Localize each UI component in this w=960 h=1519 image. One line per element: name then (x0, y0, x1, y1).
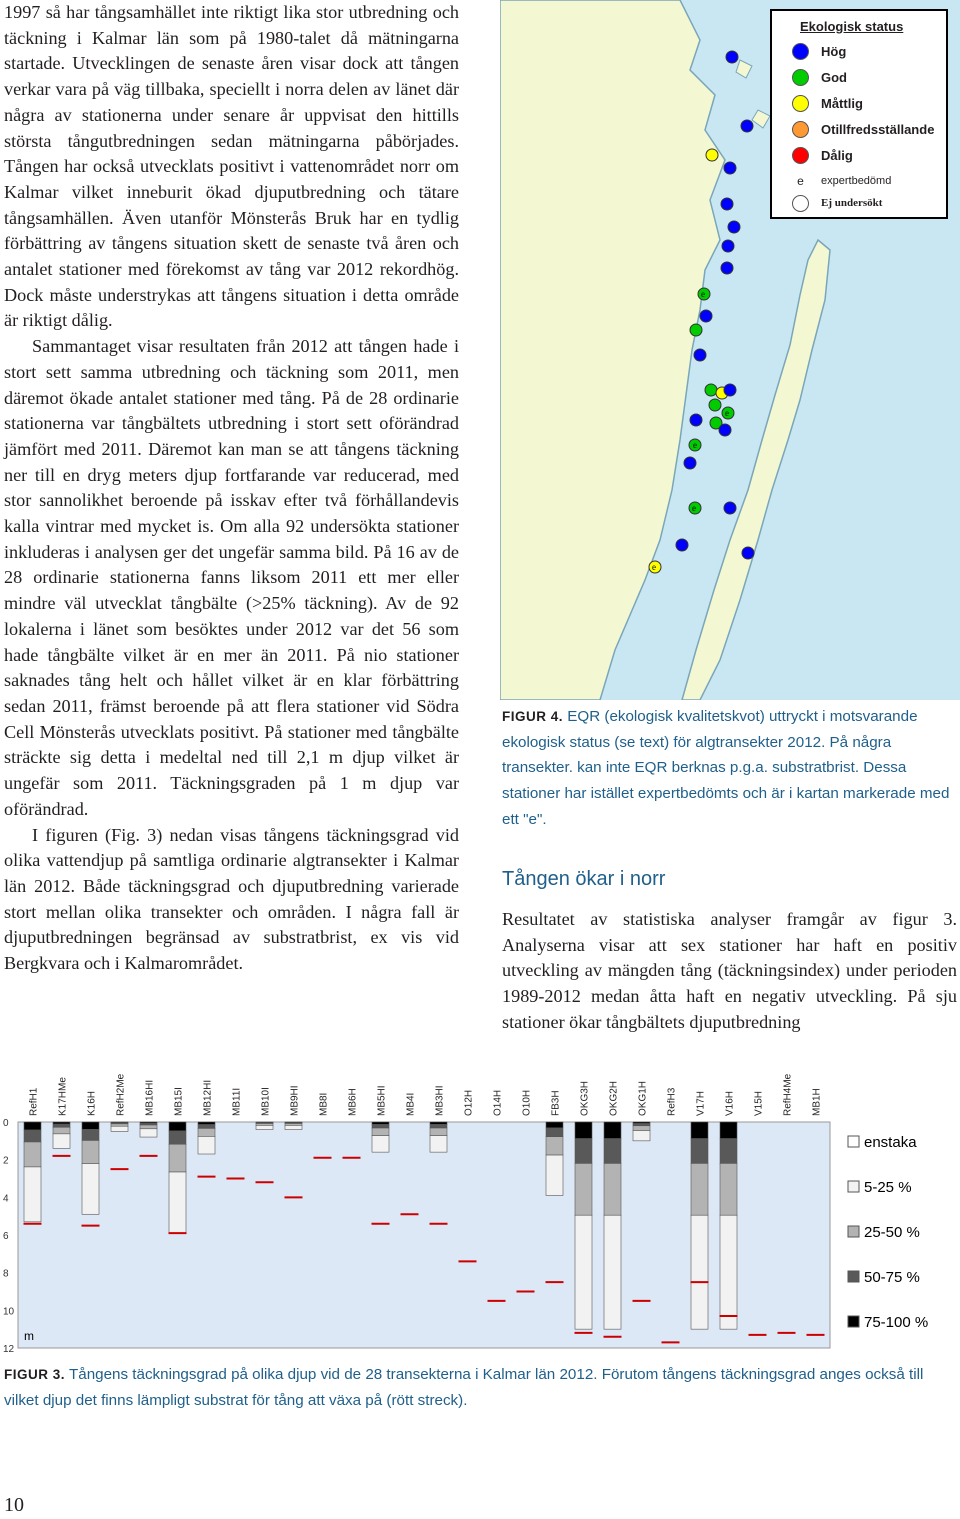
coverage-bar-segment (140, 1129, 157, 1137)
station-label: MB3HI (434, 1085, 446, 1116)
orange-dot-icon (792, 121, 809, 138)
station-label: MB15I (173, 1087, 185, 1116)
coverage-bar-segment (169, 1172, 186, 1233)
coverage-bar-segment (53, 1122, 70, 1124)
coverage-bar-segment (575, 1215, 592, 1329)
coverage-bar-segment (546, 1122, 563, 1128)
coverage-bar-segment (575, 1122, 592, 1139)
legend-swatch (848, 1316, 859, 1327)
coverage-bar-segment (24, 1130, 41, 1142)
station-label: MB5HI (376, 1085, 388, 1116)
y-tick-label: 4 (3, 1193, 9, 1205)
coverage-bar-segment (140, 1125, 157, 1129)
figure-4-label: FIGUR 4. (502, 709, 564, 724)
svg-text:e: e (652, 562, 656, 572)
paragraph-2: Sammantaget visar resultaten från 2012 att tången hade i stort sett samma utbredning och täckning som 2011, men däremot ökade antalet stationer med tång. På de 28 ordinarie stationerna var tångbältets utbredning i stort sett oförändrad jämfört med 2011. Däremot kan man se att tångens täckning ner till en dryg meters djup fortfarande var reducerad, med stor sannolikhet beroende på isskav efter två förhållandevis kalla vintrar med mycket is. Om alla 92 undersökta stationer inkluderas i analysen ger det ungefär samma bild. På 16 av de 28 ordinarie stationerna fanns liksom 2011 ett mer eller mindre väl utvecklat tångbälte (>25% täckning). Av de 92 lokalerna i länet som besöktes under 2012 var det 56 som hade tångbälte vilket är en mer än 2011. På nio stationer saknades tång helt och hållet vilket är en klar förbättring sedan 2011, främst beroende på att flera stationer vid Södra Cell Mönsterås utvecklats positivt. På stationer med tångbälte sträckte sig detta i medeltal ned till 2,1 m djup vilket är ungefär som 2011. Täckningsgraden på 1 m djup var oförändrad. (4, 336, 459, 819)
coverage-bar-segment (575, 1139, 592, 1164)
coverage-bar-segment (691, 1163, 708, 1215)
legend-swatch (848, 1181, 859, 1192)
coverage-bar-segment (633, 1126, 650, 1131)
legend-title: Ekologisk status (800, 19, 904, 34)
coverage-bar-segment (430, 1136, 447, 1153)
coverage-bar-segment (53, 1124, 70, 1127)
coverage-bar-segment (691, 1215, 708, 1329)
coverage-bar-segment (604, 1215, 621, 1329)
station-label: OKG2H (608, 1080, 620, 1116)
figure-4-text: EQR (ekologisk kvalitetskvot) uttryckt i motsvarande ekologisk status (se text) för algtransekter 2012. På några transekter. kan inte EQR berknas p.g.a. substratbrist. Dessa stationer har istället expertbedömts och är i kartan markerade med ett "e". (502, 708, 950, 828)
station-label: MB12HI (202, 1079, 214, 1116)
coverage-bar-segment (691, 1122, 708, 1139)
coverage-bar-segment (198, 1136, 215, 1154)
right-paragraph: Resultatet av statistiska analyser framgår av figur 3. Analyserna visar att sex stationer har haft en positiv utveckling av mängden tång (täckningsindex) under perioden 1989-2012 medan åtta haft en negativ utveckling. På sju stationer ökar tångbältets djuputbredning (502, 909, 957, 1032)
svg-text:e: e (701, 289, 705, 299)
coverage-bar-segment (169, 1122, 186, 1131)
station-label: O12H (463, 1089, 475, 1116)
svg-text:e: e (692, 503, 696, 513)
coverage-bar-segment (720, 1163, 737, 1215)
coverage-bar-segment (111, 1124, 128, 1126)
coverage-bar-segment (24, 1142, 41, 1167)
station-label: RefH1 (28, 1087, 40, 1116)
coverage-bar-segment (198, 1128, 215, 1136)
yellow-dot-icon (792, 95, 809, 112)
paragraph-3: I figuren (Fig. 3) nedan visas tångens täckningsgrad vid olika vattendjup på samtliga ordinarie algtransekter i Kalmar län 2012. Både täckningsgrad och djuputbredning varierade stort mellan olika transekter och områden. I några fall är djuputbredningen begränsad av substratbrist, ex vis vid Bergkvara och i Kalmarområdet. (4, 824, 459, 974)
legend-label: 5-25 % (864, 1179, 912, 1196)
legend-label: 25-50 % (864, 1224, 920, 1241)
station-label: MB10I (260, 1087, 272, 1116)
coverage-bar-segment (720, 1139, 737, 1164)
coverage-bar-segment (111, 1126, 128, 1131)
legend-swatch (848, 1136, 859, 1147)
svg-text:e: e (693, 440, 697, 450)
map-legend (770, 9, 948, 219)
coverage-bar-segment (372, 1128, 389, 1136)
right-column-text (502, 907, 957, 1036)
station-label: V15H (753, 1090, 765, 1116)
y-tick-label: 6 (3, 1231, 9, 1242)
red-dot-icon (792, 147, 809, 164)
coverage-bar-segment (256, 1125, 273, 1129)
empty-dot-icon (792, 195, 809, 212)
coverage-bar-segment (169, 1144, 186, 1172)
coverage-bar-segment (604, 1139, 621, 1164)
coverage-bar-segment (604, 1163, 621, 1215)
station-label: OKG3H (579, 1080, 591, 1116)
legend-label: 50-75 % (864, 1269, 920, 1286)
station-label: K16H (86, 1090, 98, 1116)
left-column-text (4, 0, 459, 977)
station-label: K17HMe (57, 1077, 69, 1116)
y-tick-label: 8 (3, 1268, 9, 1280)
station-label: O14H (492, 1089, 504, 1116)
station-label: MB11I (231, 1087, 243, 1116)
page-number: 10 (4, 1494, 24, 1516)
figure-4-caption (502, 704, 957, 833)
coverage-bar-segment (575, 1163, 592, 1215)
station-label: FB3H (550, 1090, 562, 1116)
legend-swatch (848, 1271, 859, 1282)
y-tick-label: 12 (3, 1344, 15, 1355)
coverage-bar-segment (285, 1125, 302, 1129)
coverage-bar-segment (720, 1122, 737, 1139)
station-label: MB4I (405, 1092, 417, 1116)
coverage-bar-segment (430, 1128, 447, 1136)
legend-item-expert: e expertbedömd (797, 174, 892, 188)
coverage-bar-segment (430, 1122, 447, 1124)
legend-item-otillfredsstallande: Otillfredsställande (792, 119, 934, 139)
coverage-bar-segment (198, 1125, 215, 1129)
legend-item-hog: Hög (792, 41, 846, 61)
station-label: RefH4Me (782, 1073, 794, 1116)
station-label: MB1H (811, 1088, 823, 1116)
coverage-bar-segment (633, 1130, 650, 1140)
legend-label: 75-100 % (864, 1314, 929, 1331)
coverage-bar-segment (53, 1134, 70, 1149)
coverage-bar-segment (372, 1124, 389, 1128)
coverage-bar-segment (24, 1167, 41, 1222)
coverage-bar-segment (720, 1215, 737, 1329)
y-tick-label: 2 (3, 1155, 9, 1167)
coverage-bar-segment (82, 1122, 99, 1129)
coverage-bar-segment (546, 1155, 563, 1195)
coverage-bar-segment (169, 1131, 186, 1144)
coverage-bar-segment (691, 1139, 708, 1164)
coverage-bar-segment (198, 1122, 215, 1125)
station-label: MB8I (318, 1092, 330, 1116)
green-dot-icon (792, 69, 809, 86)
station-label: V17H (695, 1090, 707, 1116)
coverage-bar-segment (546, 1128, 563, 1137)
figure-3-caption (4, 1362, 954, 1413)
coverage-bar-segment (53, 1127, 70, 1134)
legend-item-god: God (792, 67, 847, 87)
blue-dot-icon (792, 43, 809, 60)
coverage-bar-segment (82, 1140, 99, 1163)
legend-item-dalig: Dålig (792, 145, 853, 165)
coverage-bar-segment (546, 1137, 563, 1155)
y-axis-label: m (24, 1329, 34, 1343)
station-label: MB9HI (289, 1085, 301, 1116)
legend-label: enstaka (864, 1134, 917, 1151)
figure-3-text: Tångens täckningsgrad på olika djup vid de 28 transekterna i Kalmar län 2012. Förutom tångens täckningsgrad anges också till vilket djup det finns lämpligt substrat för tång att växa på (rött streck). (4, 1366, 924, 1409)
coverage-bar-segment (372, 1122, 389, 1124)
coverage-bar-segment (372, 1136, 389, 1153)
station-label: RefH3 (666, 1087, 678, 1116)
coverage-chart (0, 1058, 960, 1358)
station-label: MB6H (347, 1088, 359, 1116)
y-tick-label: 10 (3, 1306, 15, 1318)
station-label: V16H (724, 1090, 736, 1116)
coverage-bar-segment (82, 1129, 99, 1140)
figure-3-label: FIGUR 3. (4, 1367, 66, 1382)
coverage-bar-segment (604, 1122, 621, 1139)
coverage-bar-segment (633, 1124, 650, 1126)
station-label: RefH2Me (115, 1073, 127, 1116)
legend-item-mattlig: Måttlig (792, 93, 863, 113)
station-label: OKG1H (637, 1080, 649, 1116)
svg-text:e: e (725, 408, 729, 418)
coverage-bar-segment (430, 1124, 447, 1128)
station-label: O10H (521, 1089, 533, 1116)
station-label: MB16HI (144, 1079, 156, 1116)
legend-item-not-examined: Ej undersökt (792, 193, 882, 213)
y-tick-label: 0 (3, 1118, 9, 1129)
legend-swatch (848, 1226, 859, 1237)
section-heading: Tången ökar i norr (502, 868, 666, 890)
paragraph-1: 1997 så har tångsamhället inte riktigt lika stor utbredning och täckning i Kalmar län som på 1980-talet då mätningarna startade. Utvecklingen de senaste åren visar dock att tången verkar vara på väg tillbaka, speciellt i norra delen av länet där några av stationerna under senare år uppvisat den hittills största tångutbredningen sedan mätningarna påbörjades. Tången har också utvecklats positivt i vattenområdet norr om Kalmar vilket inneburit ökad djuputbredning och tätare tångsamhällen. Även utanför Mönsterås Bruk har en tydlig förbättring av tångens situation skett de senaste två åren och antalet stationer med förekomst av tång var 2012 rekordhög. Dock måste understrykas att tångens situation i detta område är riktigt dålig. (4, 2, 459, 331)
coverage-bar-segment (24, 1122, 41, 1130)
coverage-bar-segment (82, 1164, 99, 1215)
